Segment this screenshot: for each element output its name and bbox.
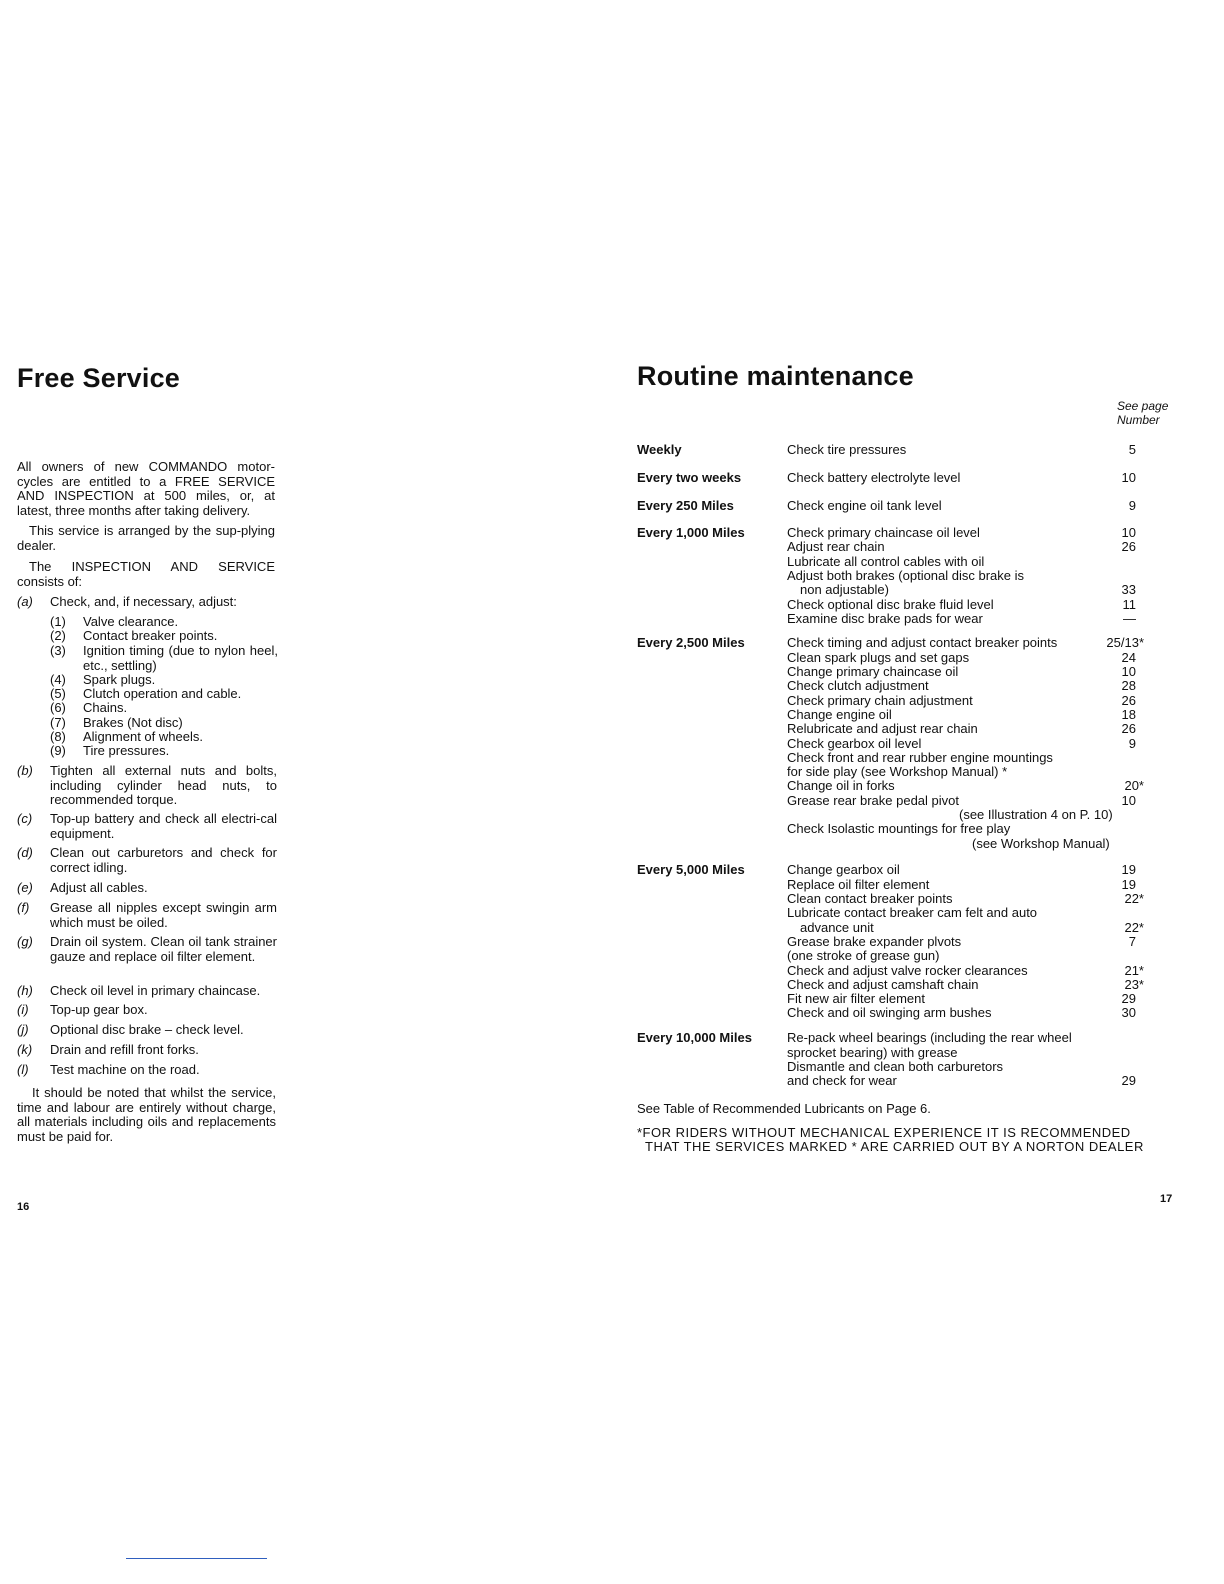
task-row: (one stroke of grease gun) [787, 948, 940, 963]
item-text: Tighten all external nuts and bolts, including cylinder head nuts, to recommended torque. [50, 763, 277, 808]
item-text: Check oil level in primary chaincase. [50, 983, 261, 998]
task-row: Check timing and adjust contact breaker points [787, 635, 1058, 650]
item-text: Clean out carburetors and check for correct idling. [50, 845, 277, 875]
sub-item-text: Valve clearance. [83, 614, 179, 629]
item-text: Check, and, if necessary, adjust: [50, 594, 237, 609]
sub-item-number: (9) [50, 743, 66, 758]
period-10000-miles: Every 10,000 Miles [637, 1030, 752, 1045]
task-row: Check and adjust valve rocker clearances [787, 963, 1028, 978]
page-ref: 7 [1128, 934, 1136, 949]
sub-item-number: (5) [50, 686, 66, 701]
period-two-weeks: Every two weeks [637, 470, 742, 485]
task-row: Clean contact breaker points [787, 891, 953, 906]
intro-paragraph: All owners of new COMMANDO motor-cycles are entitled to a FREE SERVICE AND INSPECTION at 500 miles, or, at latest, three months after taking delivery. [17, 459, 275, 518]
arranged-paragraph: This service is arranged by the sup-plying dealer. [17, 523, 275, 553]
item-label: (f) [17, 900, 30, 915]
period-2500-miles: Every 2,500 Miles [637, 635, 745, 650]
item-text: Grease all nipples except swingin arm which must be oiled. [50, 900, 277, 930]
task-row: Replace oil filter element [787, 877, 930, 892]
page-ref: 10 [1121, 793, 1136, 808]
page-ref: 29 [1121, 991, 1136, 1006]
page-ref: 5 [1128, 442, 1136, 457]
task-row: Check primary chaincase oil level [787, 525, 980, 540]
item-label: (d) [17, 845, 33, 860]
task-row: Lubricate all control cables with oil [787, 554, 985, 569]
period-1000-miles: Every 1,000 Miles [637, 525, 745, 540]
page-ref: 25/13* [1106, 635, 1144, 650]
period-250-miles: Every 250 Miles [637, 498, 734, 513]
sub-item-text: Alignment of wheels. [83, 729, 203, 744]
page-number-right: 17 [1160, 1193, 1173, 1205]
sub-item-number: (4) [50, 672, 66, 687]
item-label: (k) [17, 1042, 33, 1057]
item-text: Top-up gear box. [50, 1002, 148, 1017]
task-row: Re-pack wheel bearings (including the rear wheel [787, 1030, 1072, 1045]
task-row: Check tire pressures [787, 442, 907, 457]
free-service-title: Free Service [17, 363, 181, 393]
page-ref: 9 [1128, 498, 1136, 513]
item-label: (i) [17, 1002, 29, 1017]
page-number-left: 16 [17, 1201, 30, 1213]
sub-item-text: Chains. [83, 700, 128, 715]
sub-item-text: Spark plugs. [83, 672, 156, 687]
item-text: Top-up battery and check all electri-cal equipment. [50, 811, 277, 841]
task-row: Check Isolastic mountings for free play [787, 821, 1011, 836]
page-ref: 22* [1124, 891, 1144, 906]
page-ref: 9 [1128, 736, 1136, 751]
lubricants-note: See Table of Recommended Lubricants on Page 6. [637, 1101, 931, 1116]
period-weekly: Weekly [637, 442, 682, 457]
task-row: for side play (see Workshop Manual) * [787, 764, 1008, 779]
task-row: Grease rear brake pedal pivot [787, 793, 959, 808]
item-label: (c) [17, 811, 33, 826]
page-ref: 24 [1121, 650, 1136, 665]
task-row: Lubricate contact breaker cam felt and auto [787, 905, 1038, 920]
page-ref: 26 [1121, 539, 1136, 554]
task-row: Check clutch adjustment [787, 678, 929, 693]
item-text: Drain and refill front forks. [50, 1042, 199, 1057]
page-ref: 21* [1124, 963, 1144, 978]
sub-item-number: (8) [50, 729, 66, 744]
page-ref: — [1123, 611, 1136, 626]
footer-rule [126, 1558, 267, 1559]
sub-item-text: Ignition timing (due to nylon heel, etc., settling) [83, 643, 278, 673]
task-row: Change oil in forks [787, 778, 895, 793]
page-ref: 33 [1121, 582, 1136, 597]
task-row: Relubricate and adjust rear chain [787, 721, 978, 736]
task-row: sprocket bearing) with grease [787, 1045, 958, 1060]
closing-paragraph: It should be noted that whilst the service, time and labour are entirely without charge, all materials including oils and replacements must be paid for. [17, 1085, 276, 1144]
sub-item-number: (7) [50, 715, 66, 730]
see-page-header-line2: Number [1117, 413, 1160, 427]
sub-item-number: (6) [50, 700, 66, 715]
page-ref: 29 [1121, 1073, 1136, 1088]
task-row: Change gearbox oil [787, 862, 900, 877]
page-ref: 19 [1121, 862, 1136, 877]
sub-item-number: (3) [50, 643, 66, 658]
period-5000-miles: Every 5,000 Miles [637, 862, 745, 877]
item-label: (j) [17, 1022, 29, 1037]
task-row: Check optional disc brake fluid level [787, 597, 994, 612]
page-ref: 10 [1121, 664, 1136, 679]
sub-item-text: Contact breaker points. [83, 628, 218, 643]
task-row: Check and oil swinging arm bushes [787, 1005, 992, 1020]
page-ref: 10 [1121, 470, 1136, 485]
task-row: Change engine oil [787, 707, 892, 722]
task-row: and check for wear [787, 1073, 897, 1088]
page-ref: 20* [1124, 778, 1144, 793]
task-row: Adjust both brakes (optional disc brake is [787, 568, 1025, 583]
task-note: (see Workshop Manual) [972, 836, 1110, 851]
page-ref: 10 [1121, 525, 1136, 540]
item-label: (l) [17, 1062, 29, 1077]
task-row: Check battery electrolyte level [787, 470, 961, 485]
sub-item-text: Tire pressures. [83, 743, 170, 758]
task-row: Dismantle and clean both carburetors [787, 1059, 1004, 1074]
task-row: Check primary chain adjustment [787, 693, 973, 708]
item-label: (a) [17, 594, 33, 609]
sub-item-text: Brakes (Not disc) [83, 715, 183, 730]
footnote-line2: THAT THE SERVICES MARKED * ARE CARRIED OUT BY A NORTON DEALER [645, 1139, 1144, 1154]
task-row: Check gearbox oil level [787, 736, 922, 751]
item-text: Optional disc brake – check level. [50, 1022, 244, 1037]
footnote-line1: *FOR RIDERS WITHOUT MECHANICAL EXPERIENCE IT IS RECOMMENDED [637, 1125, 1131, 1140]
item-text: Test machine on the road. [50, 1062, 200, 1077]
task-row: Change primary chaincase oil [787, 664, 959, 679]
task-note: (see Illustration 4 on P. 10) [959, 807, 1113, 822]
task-row: Adjust rear chain [787, 539, 885, 554]
task-row: Fit new air filter element [787, 991, 925, 1006]
sub-item-number: (2) [50, 628, 66, 643]
item-text: Adjust all cables. [50, 880, 148, 895]
page-ref: 26 [1121, 693, 1136, 708]
page-ref: 30 [1121, 1005, 1136, 1020]
page-ref: 28 [1121, 678, 1136, 693]
page-ref: 23* [1124, 977, 1144, 992]
task-row: Clean spark plugs and set gaps [787, 650, 970, 665]
task-row: Examine disc brake pads for wear [787, 611, 983, 626]
page-ref: 11 [1122, 597, 1136, 612]
item-label: (b) [17, 763, 33, 778]
task-row: Grease brake expander plvots [787, 934, 962, 949]
page-ref: 22* [1124, 920, 1144, 935]
task-row: Check and adjust camshaft chain [787, 977, 979, 992]
item-label: (g) [17, 934, 33, 949]
consists-paragraph: The INSPECTION AND SERVICE consists of: [17, 559, 275, 589]
page-ref: 19 [1121, 877, 1136, 892]
task-row: Check engine oil tank level [787, 498, 942, 513]
routine-maintenance-title: Routine maintenance [637, 361, 914, 391]
task-row: non adjustable) [800, 582, 889, 597]
sub-item-number: (1) [50, 614, 66, 629]
task-row: advance unit [800, 920, 874, 935]
item-text: Drain oil system. Clean oil tank strainer gauze and replace oil filter element. [50, 934, 277, 964]
page-ref: 18 [1121, 707, 1136, 722]
sub-item-text: Clutch operation and cable. [83, 686, 242, 701]
task-row: Check front and rear rubber engine mountings [787, 750, 1053, 765]
see-page-header-line1: See page [1117, 399, 1169, 413]
item-label: (e) [17, 880, 33, 895]
page-ref: 26 [1121, 721, 1136, 736]
item-label: (h) [17, 983, 33, 998]
